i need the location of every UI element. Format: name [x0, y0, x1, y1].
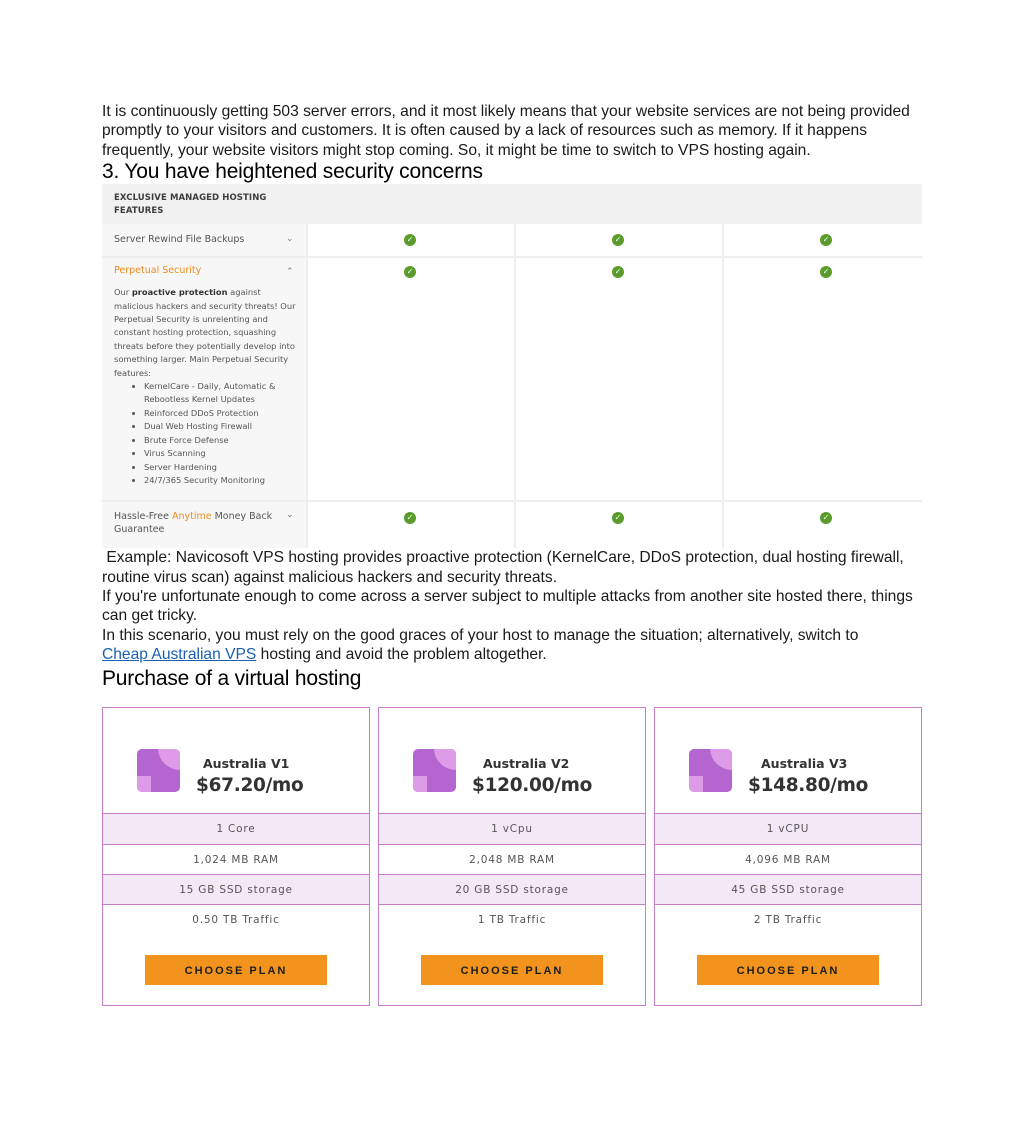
example-text: Navicosoft VPS hosting provides proactive protection (KernelCare, DDoS protection, dual hosting firewall, routine virus scan) against malicious hackers and security threats. [102, 549, 904, 586]
check-icon: ✓ [612, 266, 624, 278]
plan-traffic: 2 TB Traffic [655, 904, 921, 935]
desc-rest: against malicious hackers and security threats! Our Perpetual Security is unrelenting and constant hosting protection, squashing threats before they potentially develop into something larger. Main Perpetual Security features: [114, 287, 296, 378]
intro-paragraph: It is continuously getting 503 server errors, and it most likely means that your website services are not being provided promptly to your visitors and customers. It is often caused by a lack of resources such as memory. If it happens frequently, your website visitors might stop coming. So, it might be time to switch to VPS hosting again. [102, 103, 910, 159]
plan-price: $120.00/mo [472, 774, 593, 796]
plan-cpu: 1 vCPU [655, 813, 921, 844]
check-icon: ✓ [612, 512, 624, 524]
plan-cpu: 1 Core [103, 813, 369, 844]
list-item: • Virus Scanning [144, 447, 299, 460]
label-part: Money Back Guarantee [114, 511, 273, 536]
plan-price: $67.20/mo [196, 774, 304, 796]
example-paragraph [102, 548, 924, 587]
row-divider [102, 256, 922, 258]
list-item: • KernelCare - Daily, Automatic & Rebootless Kernel Updates [144, 380, 299, 407]
plan-ram: 2,048 MB RAM [379, 844, 645, 875]
cheap-australian-vps-link[interactable]: Cheap Australian VPS [102, 646, 257, 664]
plan-card [654, 707, 922, 1006]
security-feature-list [114, 380, 299, 487]
perpetual-security-description [114, 286, 299, 487]
chevron-down-icon[interactable]: ⌄ [286, 510, 294, 521]
plan-price: $148.80/mo [748, 774, 869, 796]
chevron-down-icon[interactable]: ⌄ [286, 234, 294, 245]
check-icon: ✓ [404, 234, 416, 246]
document-body [102, 102, 924, 1007]
plan-card [102, 707, 370, 1006]
plan-logo-icon [413, 749, 456, 792]
check-icon: ✓ [404, 266, 416, 278]
feature-row-perpetual-security[interactable]: Perpetual Security [114, 265, 202, 277]
plan-ram: 4,096 MB RAM [655, 844, 921, 875]
chevron-up-icon[interactable]: ⌃ [286, 267, 294, 278]
plan-traffic: 0.50 TB Traffic [103, 904, 369, 935]
plan-name: Australia V1 [203, 755, 290, 771]
plan-storage: 15 GB SSD storage [103, 874, 369, 905]
row-divider [102, 500, 922, 502]
plan-logo-icon [137, 749, 180, 792]
table-header-label: EXCLUSIVE MANAGED HOSTING FEATURES [114, 193, 267, 217]
plan-storage: 45 GB SSD storage [655, 874, 921, 905]
heading-purchase: Purchase of a virtual hosting [102, 666, 362, 690]
plan-cpu: 1 vCpu [379, 813, 645, 844]
check-icon: ✓ [404, 512, 416, 524]
plan-name: Australia V2 [483, 755, 570, 771]
list-item: • Reinforced DDoS Protection [144, 407, 299, 420]
choose-plan-button[interactable]: CHOOSE PLAN [697, 955, 879, 985]
unfortunate-paragraph: If you're unfortunate enough to come across a server subject to multiple attacks from another site hosted there, things can get tricky. [102, 588, 913, 625]
heading-security: 3. You have heightened security concerns [102, 160, 483, 184]
plan-ram: 1,024 MB RAM [103, 844, 369, 875]
pricing-plans [102, 707, 922, 1007]
choose-plan-button[interactable]: CHOOSE PLAN [421, 955, 603, 985]
table-header [102, 184, 922, 224]
check-icon: ✓ [612, 234, 624, 246]
desc-bold: proactive protection [131, 287, 228, 298]
plan-name: Australia V3 [761, 755, 848, 771]
list-item: • 24/7/365 Security Monitoring [144, 474, 299, 487]
list-item: • Brute Force Defense [144, 434, 299, 447]
check-icon: ✓ [820, 234, 832, 246]
example-label: Example: [106, 549, 172, 567]
scenario-text: In this scenario, you must rely on the good graces of your host to manage the situation; alternatively, switch to [102, 626, 859, 644]
check-icon: ✓ [820, 512, 832, 524]
feature-row-money-back[interactable] [114, 510, 274, 536]
feature-row-backups[interactable]: Server Rewind File Backups [114, 234, 245, 246]
choose-plan-button[interactable]: CHOOSE PLAN [145, 955, 327, 985]
label-accent: Anytime [171, 511, 212, 523]
plan-storage: 20 GB SSD storage [379, 874, 645, 905]
desc-prefix: Our [114, 287, 132, 298]
list-item: • Server Hardening [144, 461, 299, 474]
plan-logo-icon [689, 749, 732, 792]
scenario-text-end: hosting and avoid the problem altogether. [256, 646, 547, 664]
scenario-paragraph [102, 626, 924, 665]
list-item: • Dual Web Hosting Firewall [144, 420, 299, 433]
security-features-table [102, 184, 922, 548]
plan-traffic: 1 TB Traffic [379, 904, 645, 935]
check-icon: ✓ [820, 266, 832, 278]
plan-card [378, 707, 646, 1006]
label-part: Hassle-Free [114, 511, 172, 523]
